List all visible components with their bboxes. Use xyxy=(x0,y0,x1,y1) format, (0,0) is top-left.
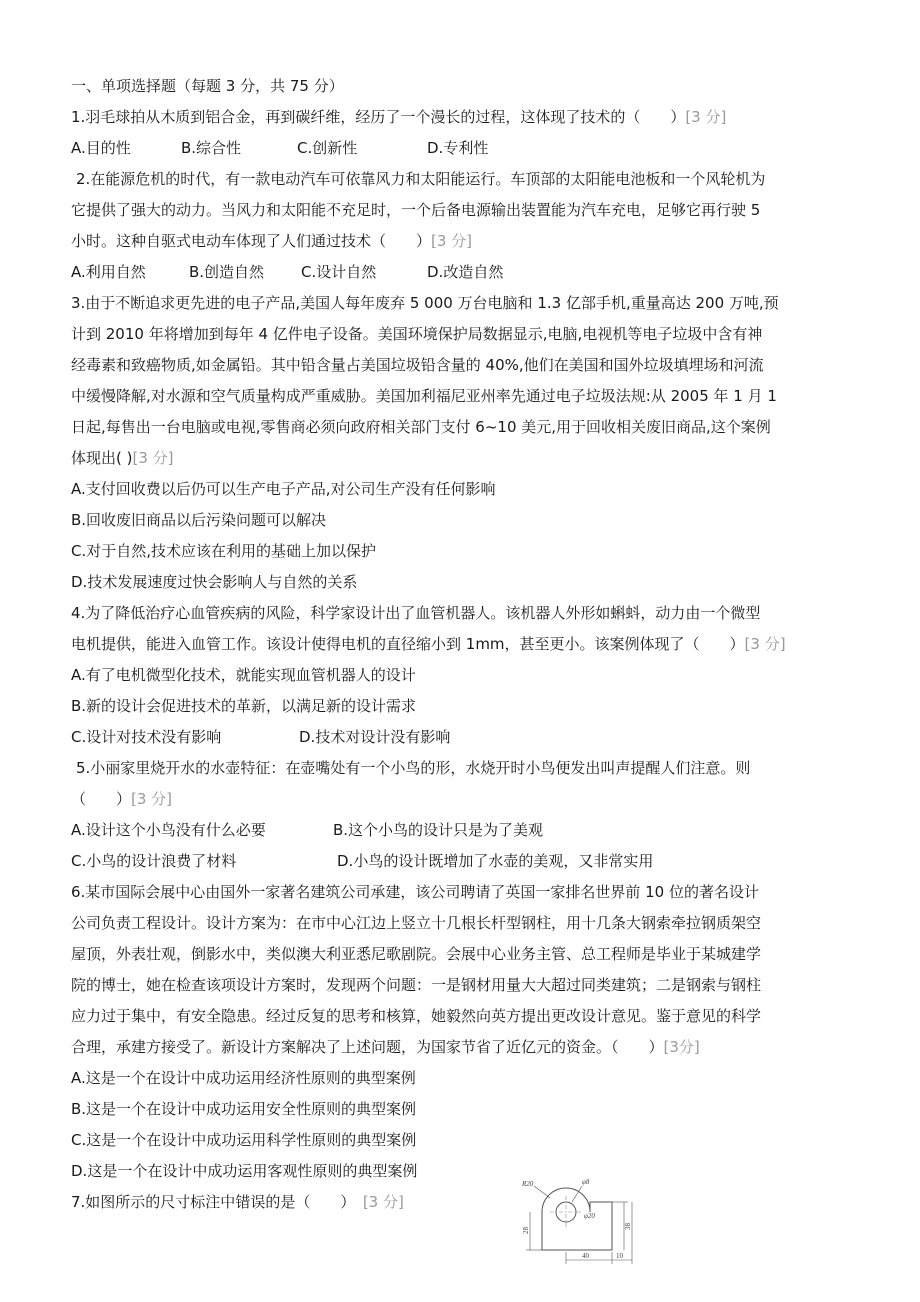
question-2-line-1: 2.在能源危机的时代，有一款电动汽车可依靠风力和太阳能运行。车顶部的太阳能电池板和一个风轮机为 xyxy=(76,170,766,188)
question-text: 电机提供，能进入血管工作。该设计使得电机的直径缩小到 1mm，甚至更小。该案例体现了（ ） xyxy=(71,635,745,653)
score-tag: [3 分] xyxy=(744,635,786,653)
question-3-line-6 xyxy=(71,448,851,468)
question-1-stem xyxy=(71,107,851,127)
question-4-option-a: A.有了电机微型化技术，就能实现血管机器人的设计 xyxy=(71,666,416,684)
option-d: D.小鸟的设计既增加了水壶的美观，又非常实用 xyxy=(337,852,654,870)
question-3-option-d: D.技术发展速度过快会影响人与自然的关系 xyxy=(71,573,358,591)
question-6-option-d: D.这是一个在设计中成功运用客观性原则的典型案例 xyxy=(71,1162,418,1180)
option-d: D.改造自然 xyxy=(427,263,504,281)
question-7-stem xyxy=(71,1192,451,1212)
question-6-option-b: B.这是一个在设计中成功运用安全性原则的典型案例 xyxy=(71,1100,417,1118)
question-1-options xyxy=(71,138,851,158)
option-a: A.设计这个小鸟没有什么必要 xyxy=(71,821,266,839)
dimension-figure xyxy=(520,1172,642,1268)
question-6-line-4: 院的博士，她在检查该项设计方案时，发现两个问题：一是钢材用量大大超过同类建筑；二是钢索与钢柱 xyxy=(71,976,762,994)
score-tag: [3 分] xyxy=(431,232,473,250)
question-6-line-6 xyxy=(71,1037,851,1057)
question-2-line-2: 它提供了强大的动力。当风力和太阳能不充足时，一个后备电源输出装置能为汽车充电，足够它再行驶 5 xyxy=(71,201,761,219)
question-text: （ ） xyxy=(71,790,132,808)
score-tag: [3 分] xyxy=(362,1193,404,1211)
question-text: 7.如图所示的尺寸标注中错误的是（ ） xyxy=(71,1193,356,1211)
option-c: C.设计对技术没有影响 xyxy=(71,728,222,746)
score-tag: [3 分] xyxy=(131,790,173,808)
radius-label: R20 xyxy=(522,1180,534,1188)
option-b: B.创造自然 xyxy=(189,263,265,281)
score-tag: [3 分] xyxy=(685,108,727,126)
option-d: D.专利性 xyxy=(427,139,489,157)
option-a: A.利用自然 xyxy=(71,263,146,281)
question-5-line-1: 5.小丽家里烧开水的水壶特征：在壶嘴处有一个小鸟的形，水烧开时小鸟便发出叫声提醒人们注意。则 xyxy=(76,759,751,777)
option-c: C.设计自然 xyxy=(301,263,377,281)
question-text: 体现出( ) xyxy=(71,449,133,467)
question-5-line-2 xyxy=(71,789,851,809)
question-3-line-2: 计到 2010 年将增加到每年 4 亿件电子设备。美国环境保护局数据显示,电脑,电视机等电子垃圾中含有神 xyxy=(71,325,763,343)
question-5-options-ab xyxy=(71,820,851,840)
question-3-line-3: 经毒素和致癌物质,如金属铅。其中铅含量占美国垃圾铅含量的 40%,他们在美国和国外垃圾填埋场和河流 xyxy=(71,356,764,374)
question-3-option-c: C.对于自然,技术应该在利用的基础上加以保护 xyxy=(71,542,377,560)
height-left-label: 28 xyxy=(522,1227,530,1234)
question-2-options xyxy=(71,262,851,282)
width-bottom-label: 40 xyxy=(582,1252,589,1260)
option-c: C.创新性 xyxy=(297,139,358,157)
hole-small-label: φ8 xyxy=(582,1178,590,1186)
question-5-options-cd xyxy=(71,851,851,871)
question-6-line-2: 公司负责工程设计。设计方案为：在市中心江边上竖立十几根长杆型钢柱，用十几条大钢索牵拉钢质架空 xyxy=(71,914,762,932)
question-3-line-4: 中缓慢降解,对水源和空气质量构成严重威胁。美国加利福尼亚州率先通过电子垃圾法规:从 2005 年 1 月 1 xyxy=(71,387,777,405)
question-4-option-b: B.新的设计会促进技术的革新，以满足新的设计需求 xyxy=(71,697,417,715)
height-right-label: 38 xyxy=(624,1223,632,1230)
question-6-option-c: C.这是一个在设计中成功运用科学性原则的典型案例 xyxy=(71,1131,417,1149)
question-3-option-b: B.回收废旧商品以后污染问题可以解决 xyxy=(71,511,327,529)
question-text: 合理，承建方接受了。新设计方案解决了上述问题，为国家节省了近亿元的资金。（ ） xyxy=(71,1038,664,1056)
question-6-option-a: A.这是一个在设计中成功运用经济性原则的典型案例 xyxy=(71,1069,416,1087)
width-right-label: 10 xyxy=(616,1252,623,1260)
question-4-line-2 xyxy=(71,634,851,654)
option-d: D.技术对设计没有影响 xyxy=(299,728,451,746)
question-6-line-3: 屋顶，外表壮观，倒影水中，类似澳大利亚悉尼歌剧院。会展中心业务主管、总工程师是毕业于某城建学 xyxy=(71,945,762,963)
hole-large-label: φ20 xyxy=(584,1212,595,1220)
question-text: 小时。这种自驱式电动车体现了人们通过技术（ ） xyxy=(71,232,432,250)
option-b: B.综合性 xyxy=(181,139,242,157)
score-tag: [3分] xyxy=(663,1038,700,1056)
question-2-line-3 xyxy=(71,231,851,251)
question-4-options-cd xyxy=(71,727,851,747)
question-3-line-1: 3.由于不断追求更先进的电子产品,美国人每年废弃 5 000 万台电脑和 1.3 亿部手机,重量高达 200 万吨,预 xyxy=(71,294,779,312)
question-3-line-5: 日起,每售出一台电脑或电视,零售商必须向政府相关部门支付 6~10 美元,用于回收相关废旧商品,这个案例 xyxy=(71,418,771,436)
question-6-line-1: 6.某市国际会展中心由国外一家著名建筑公司承建，该公司聘请了英国一家排名世界前 10 位的著名设计 xyxy=(71,883,759,901)
option-b: B.这个小鸟的设计只是为了美观 xyxy=(333,821,544,839)
question-6-line-5: 应力过于集中，有安全隐患。经过反复的思考和核算，她毅然向英方提出更改设计意见。鉴于意见的科学 xyxy=(71,1007,762,1025)
score-tag: [3 分] xyxy=(132,449,174,467)
section-title: 一、单项选择题（每题 3 分，共 75 分） xyxy=(71,77,344,95)
option-a: A.目的性 xyxy=(71,139,131,157)
question-4-line-1: 4.为了降低治疗心血管疾病的风险，科学家设计出了血管机器人。该机器人外形如蝌蚪，动力由一个微型 xyxy=(71,604,761,622)
question-3-option-a: A.支付回收费以后仍可以生产电子产品,对公司生产没有任何影响 xyxy=(71,480,496,498)
question-text: 1.羽毛球拍从木质到铝合金，再到碳纤维，经历了一个漫长的过程，这体现了技术的（ ） xyxy=(71,108,686,126)
option-c: C.小鸟的设计浪费了材料 xyxy=(71,852,237,870)
